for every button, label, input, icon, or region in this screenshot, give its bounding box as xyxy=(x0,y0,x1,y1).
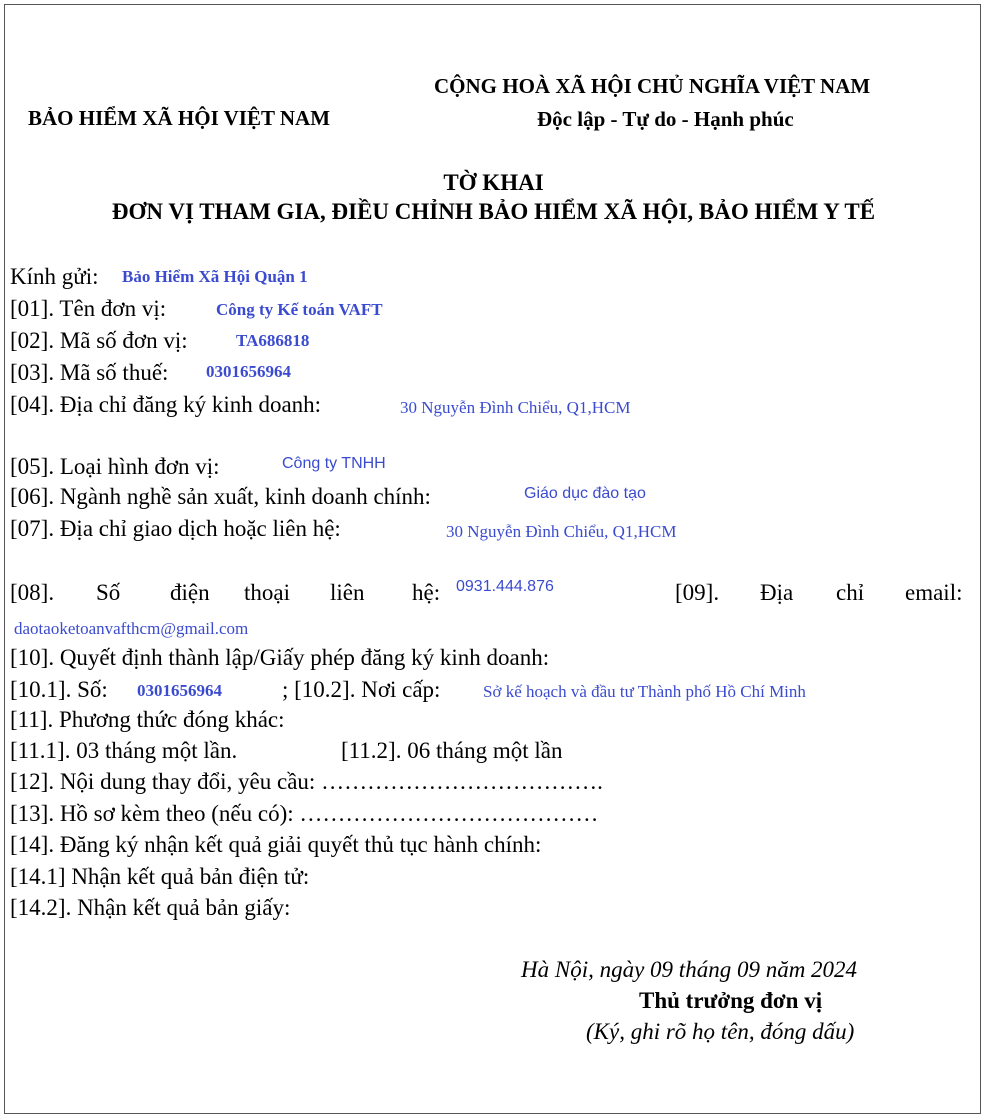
phone-label: [08]. xyxy=(10,580,55,605)
republic-name: CỘNG HOÀ XÃ HỘI CHỦ NGHĨA VIỆT NAM xyxy=(434,74,871,98)
form-subtitle: ĐƠN VỊ THAM GIA, ĐIỀU CHỈNH BẢO HIỂM XÃ HỘI, BẢO HIỂM Y TẾ xyxy=(111,199,876,224)
phone-label-word: điện xyxy=(170,580,210,605)
license-number-value: 0301656964 xyxy=(137,681,222,700)
unit-type-label: [05]. Loại hình đơn vị: xyxy=(10,454,220,479)
quarterly-option: [11.1]. 03 tháng một lần. xyxy=(10,738,238,763)
unit-type-value: Công ty TNHH xyxy=(282,455,386,472)
result-registration-label: [14]. Đăng ký nhận kết quả giải quyết thủ tục hành chính: xyxy=(10,832,542,857)
form-title: TỜ KHAI xyxy=(443,170,544,195)
signing-date: Hà Nội, ngày 09 tháng 09 năm 2024 xyxy=(521,957,858,982)
business-address-label: [04]. Địa chỉ đăng ký kinh doanh: xyxy=(10,392,322,417)
recipient-value: Bảo Hiểm Xã Hội Quận 1 xyxy=(122,267,308,286)
email-value: daotaoketoanvafthcm@gmail.com xyxy=(14,619,249,638)
semiannual-option: [11.2]. 06 tháng một lần xyxy=(341,738,563,763)
email-label-word: email: xyxy=(905,580,963,605)
unit-code-value: TA686818 xyxy=(236,331,310,350)
issuing-authority-label: ; [10.2]. Nơi cấp: xyxy=(282,677,441,702)
phone-label-word: thoại xyxy=(244,580,290,605)
payment-method-label: [11]. Phương thức đóng khác: xyxy=(10,707,285,732)
unit-name-value: Công ty Kế toán VAFT xyxy=(216,300,383,319)
establishment-decision-label: [10]. Quyết định thành lập/Giấy phép đăng ký kinh doanh: xyxy=(10,645,550,670)
phone-label-word: hệ: xyxy=(412,580,441,605)
signer-title: Thủ trưởng đơn vị xyxy=(639,988,823,1013)
attachments-label: [13]. Hồ sơ kèm theo (nếu có): ………………………………… xyxy=(10,801,599,826)
organization-name: BẢO HIỂM XÃ HỘI VIỆT NAM xyxy=(28,106,331,130)
recipient-label: Kính gửi: xyxy=(10,264,99,289)
business-line-label: [06]. Ngành nghề sản xuất, kinh doanh chính: xyxy=(10,484,431,509)
tax-code-label: [03]. Mã số thuế: xyxy=(10,360,169,385)
paper-result-label: [14.2]. Nhận kết quả bản giấy: xyxy=(10,895,291,920)
phone-label-word: Số xyxy=(96,580,121,605)
email-label-word: chỉ xyxy=(836,580,865,605)
contact-address-label: [07]. Địa chỉ giao dịch hoặc liên hệ: xyxy=(10,516,341,541)
phone-label-word: liên xyxy=(330,580,365,605)
phone-value: 0931.444.876 xyxy=(456,578,554,595)
business-line-value: Giáo dục đào tạo xyxy=(524,485,646,502)
contact-address-value: 30 Nguyễn Đình Chiểu, Q1,HCM xyxy=(446,522,677,541)
unit-name-label: [01]. Tên đơn vị: xyxy=(10,296,167,321)
issuing-authority-value: Sở kế hoạch và đầu tư Thành phố Hồ Chí Minh xyxy=(483,682,806,701)
business-address-value: 30 Nguyễn Đình Chiểu, Q1,HCM xyxy=(400,398,631,417)
tax-code-value: 0301656964 xyxy=(206,362,291,381)
electronic-result-label: [14.1] Nhận kết quả bản điện tử: xyxy=(10,864,310,889)
change-request-label: [12]. Nội dung thay đổi, yêu cầu: ………………………………. xyxy=(10,769,603,794)
email-label: [09]. xyxy=(675,580,720,605)
email-label-word: Địa xyxy=(760,580,794,605)
national-motto: Độc lập - Tự do - Hạnh phúc xyxy=(537,107,794,131)
signature-note: (Ký, ghi rõ họ tên, đóng dấu) xyxy=(586,1019,855,1044)
unit-code-label: [02]. Mã số đơn vị: xyxy=(10,328,188,353)
license-number-label: [10.1]. Số: xyxy=(10,677,108,702)
